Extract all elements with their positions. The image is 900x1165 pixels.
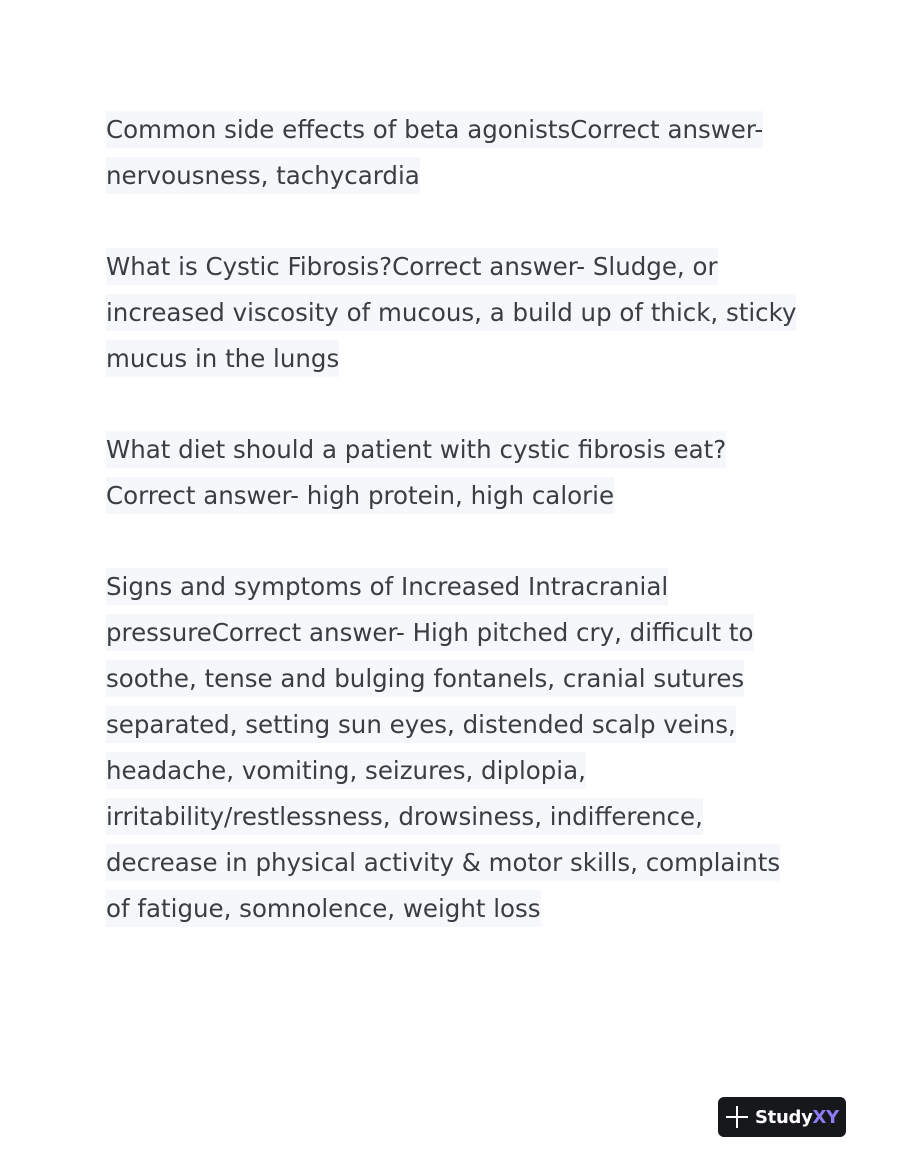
qa-text: What diet should a patient with cystic fibrosis eat?Correct answer- high protein, high calorie bbox=[106, 431, 726, 514]
brand-logo-part2: XY bbox=[812, 1106, 839, 1128]
brand-logo-part1: Study bbox=[755, 1106, 813, 1128]
qa-item bbox=[106, 564, 806, 932]
qa-text: Signs and symptoms of Increased Intracranial pressureCorrect answer- High pitched cry, difficult to soothe, tense and bulging fontanels, cranial sutures separated, setting sun eyes, distended scalp veins, headache, vomiting, seizures, diplopia, irritability/restlessness, drowsiness, indifference, decrease in physical activity & motor skills, complaints of fatigue, somnolence, weight loss bbox=[106, 568, 780, 927]
brand-logo bbox=[755, 1107, 839, 1128]
qa-item bbox=[106, 244, 806, 382]
studyxy-badge[interactable] bbox=[718, 1097, 846, 1137]
qa-item bbox=[106, 427, 806, 519]
qa-text: Common side effects of beta agonistsCorrect answer- nervousness, tachycardia bbox=[106, 111, 763, 194]
qa-item bbox=[106, 107, 806, 199]
qa-text: What is Cystic Fibrosis?Correct answer- Sludge, or increased viscosity of mucous, a build up of thick, sticky mucus in the lungs bbox=[106, 248, 796, 377]
plus-icon bbox=[726, 1106, 748, 1128]
document-body bbox=[106, 107, 806, 977]
